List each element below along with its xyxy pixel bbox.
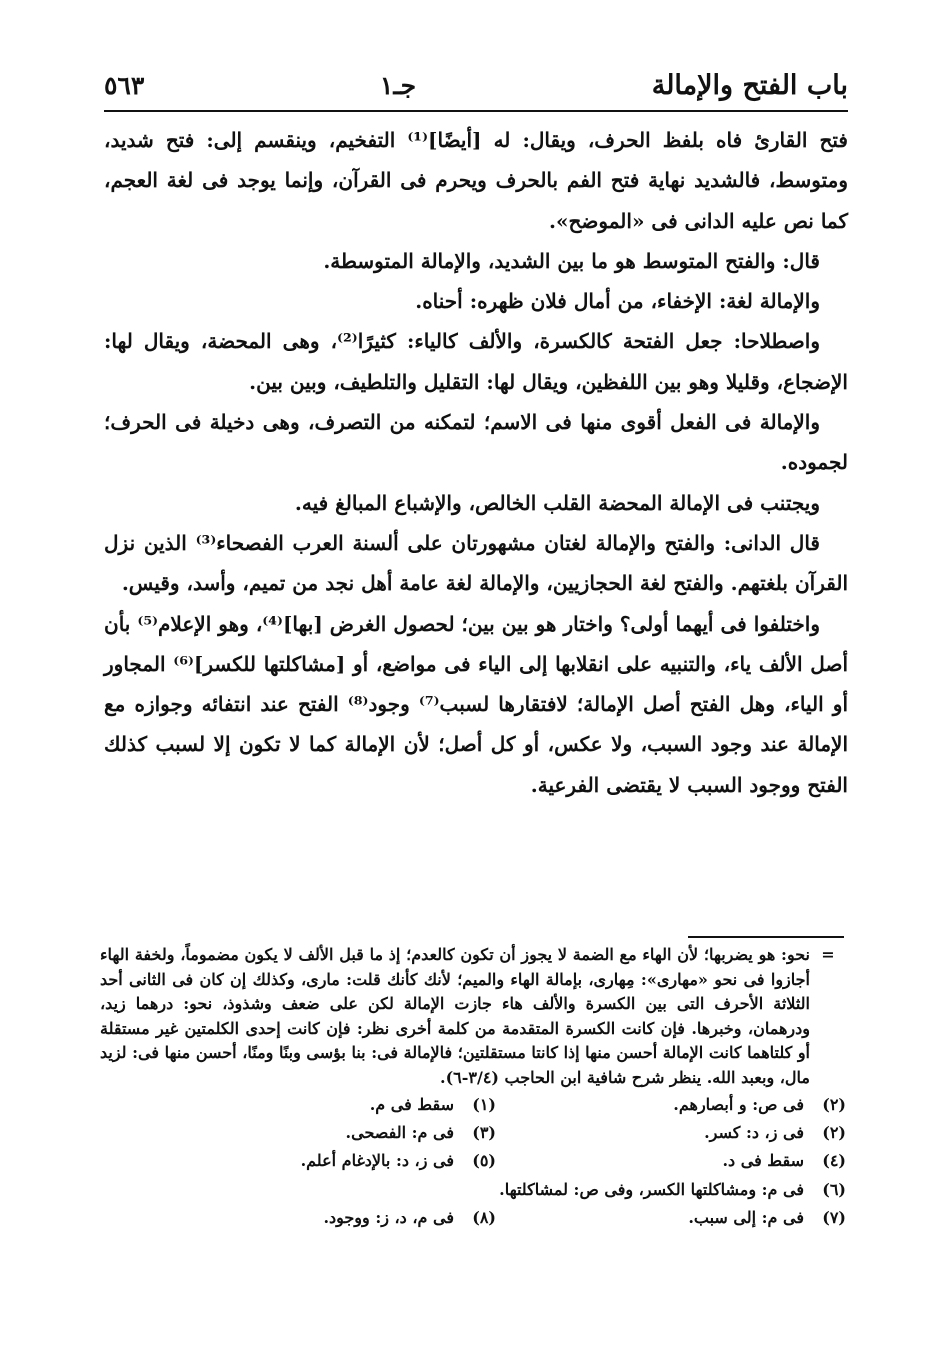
footnote-text: سقط فى م. bbox=[369, 1094, 454, 1114]
paragraph: واصطلاحا: جعل الفتحة كالكسرة، والألف كالياء: كثيرًا⁽²⁾، وهى المحضة، ويقال لها: الإضجاع، وقليلا وهو بين اللفظين، ويقال لها: التقليل والتلطيف، وبين بين. bbox=[104, 329, 848, 394]
footnote-number: (٨) bbox=[472, 1208, 496, 1228]
footnote-number: (٤) bbox=[822, 1151, 846, 1171]
footnotes bbox=[100, 943, 846, 1233]
footnote-text: سقط فى د. bbox=[722, 1151, 804, 1171]
footnote-number: (٣) bbox=[472, 1122, 496, 1142]
paragraph: قال الدانى: والفتح والإمالة لغتان مشهورتان على ألسنة العرب الفصحاء⁽³⁾ الذين نزل القرآن بلغتهم. والفتح لغة الحجازيين، والإمالة لغة عامة أهل نجد من تميم، وأسد، وقيس. bbox=[104, 530, 848, 596]
footnote-item bbox=[100, 1204, 496, 1232]
header-divider bbox=[104, 110, 848, 112]
footnote-number: (٧) bbox=[822, 1208, 846, 1228]
footnote-text: فى م: الفصحى. bbox=[345, 1122, 454, 1142]
volume-label: جـ١ bbox=[379, 70, 417, 100]
footnote-number: (٥) bbox=[472, 1151, 496, 1171]
footnote-item bbox=[496, 1119, 846, 1147]
footnote-number: (٦) bbox=[822, 1179, 846, 1199]
paragraph: والإمالة لغة: الإخفاء، من أمال فلان ظهره: أحناه. bbox=[415, 289, 820, 314]
footnote-text: فى ز، د: بالإدغام أعلم. bbox=[300, 1151, 454, 1171]
paragraph: والإمالة فى الفعل أقوى منها فى الاسم؛ لتمكنه من التصرف، وهى دخيلة فى الحرف؛ لجموده. bbox=[104, 410, 848, 475]
footnote-item bbox=[100, 1091, 496, 1119]
footnote-text: فى م، د، ز: ووجود. bbox=[323, 1208, 454, 1228]
chapter-title: باب الفتح والإمالة bbox=[651, 69, 848, 101]
continuation-text: نحو: هو يضربها؛ لأن الهاء مع الضمة لا يجوز أن تكون كالعدم؛ إذ ما قبل الألف لا يكون مضموماً، ولخفة الهاء أجازوا فى نحو «مهارى»: مِهارى، بإمالة الهاء والميم؛ لأنك كأنك قلت: مارى، وكذلك إن كان فى الثانى أحد الثلاثة الأحرف التى بين الكسرة والألف هاء جازت الإمالة لكن على ضعف وشذوذ، نحو: درهما زيد، ودرهمان، وخبرها. فإن كانت الكسرة المتقدمة من كلمة أخرى نظر: فإن كانت إحدى الكلمتين غير مستقلة أو كلتاهما كانت الإمالة أحسن منها إذا كانتا مستقلتين؛ فالإمالة فى: بنا بؤسى وبنًا ومنًا، أحسن منها فى: لزيد مال، وبعبد الله. ينظر شرح شافية ابن الحاجب (٣/٤-٦). bbox=[100, 945, 810, 1087]
footnote-item bbox=[100, 1147, 496, 1175]
footnote-divider bbox=[688, 936, 844, 938]
page-header bbox=[104, 60, 848, 110]
footnote-number: (٢) bbox=[822, 1122, 846, 1142]
footnote-text: فى ز، د: كسر. bbox=[704, 1122, 804, 1142]
footnote-continuation bbox=[100, 943, 846, 1091]
footnote-item bbox=[496, 1204, 846, 1232]
paragraph: ويجتنب فى الإمالة المحضة القلب الخالص، والإشباع المبالغ فيه. bbox=[294, 490, 820, 515]
paragraph: واختلفوا فى أيهما أولى؟ واختار هو بين بين؛ لحصول الغرض [بها]⁽⁴⁾، وهو الإعلام⁽⁵⁾ بأن أصل الألف ياء، والتنبيه على انقلابها إلى الياء فى مواضع، أو [مشاكلتها للكسر]⁽⁶⁾ المجاور أو الياء، وهل الفتح أصل الإمالة؛ لافتقارها لسبب⁽⁷⁾ وجود⁽⁸⁾ الفتح عند انتفائه وجوازه مع الإمالة عند وجود السبب، ولا عكس، أو كل أصل؛ لأن الإمالة كما لا تكون إلا لسبب كذلك الفتح ووجود السبب لا يقتضى الفرعية. bbox=[104, 611, 849, 797]
footnote-item bbox=[100, 1119, 496, 1147]
paragraph: فتح القارئ فاه بلفظ الحرف، ويقال: له [أيضًا]⁽¹⁾ التفخيم، وينقسم إلى: فتح شديد، ومتوسط، فالشديد نهاية فتح الفم بالحرف ويحرم فى القرآن، وإنما يوجد فى لغة العجم، كما نص عليه الدانى فى «الموضح». bbox=[104, 128, 848, 233]
footnote-text: فى ص: و أبصارهم. bbox=[673, 1094, 804, 1114]
footnote-item bbox=[100, 1176, 846, 1204]
page-number: ٥٦٣ bbox=[104, 70, 145, 100]
footnote-number: (٢) bbox=[822, 1094, 846, 1114]
main-text bbox=[104, 120, 848, 805]
continuation-mark: = bbox=[821, 945, 835, 964]
footnote-text: فى م: ومشاكلتها الكسر، وفى ص: لمشاكلتها. bbox=[499, 1179, 804, 1199]
footnote-number: (١) bbox=[472, 1094, 496, 1114]
paragraph: قال: والفتح المتوسط هو ما بين الشديد، والإمالة المتوسطة. bbox=[323, 248, 820, 273]
footnote-item bbox=[496, 1091, 846, 1119]
footnote-item bbox=[496, 1147, 846, 1175]
footnote-list bbox=[100, 1091, 846, 1233]
footnote-text: فى م: إلى سبب. bbox=[688, 1208, 804, 1228]
